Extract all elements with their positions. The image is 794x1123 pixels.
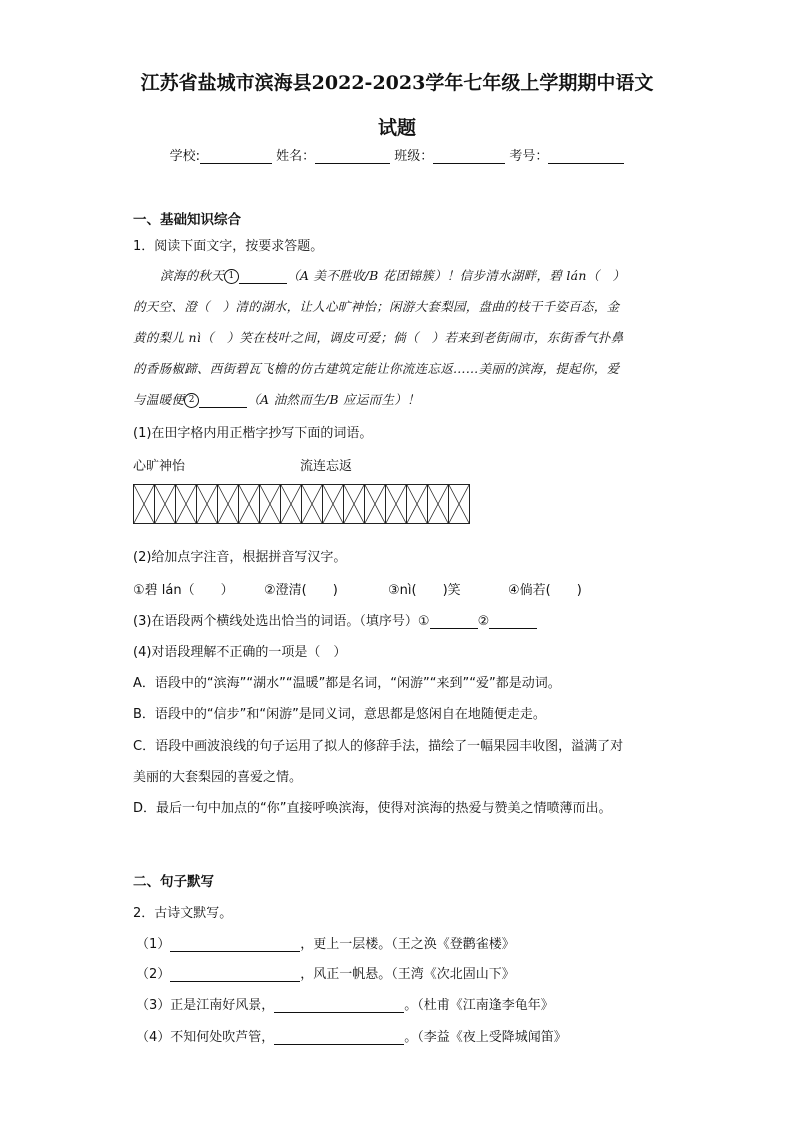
poem-line-1: （1） ，更上一层楼。（王之涣《登鹳雀楼》 [136,937,515,952]
passage-blank-1[interactable] [239,270,287,284]
sub-question-2: (2)给加点字注音，根据拼音写汉字。 [133,550,347,565]
poem-line-2: （2） ，风正一帆悬。（王湾《次北固山下》 [136,967,515,982]
poem-blank-2[interactable] [170,968,300,982]
word-2: 流连忘返 [300,459,353,474]
grid-cell[interactable] [217,484,239,524]
answer-blank-2[interactable] [489,615,537,629]
question-2: 2．古诗文默写。 [133,906,233,921]
pinyin-item-2: ②澄清( ) [264,583,338,598]
section-heading-2: 二、句子默写 [133,874,214,890]
passage-line-5: 与温暖便 2 （A 油然而生/B 应运而生）！ [133,392,420,407]
writing-grid[interactable] [133,484,469,524]
school-label: 学校: [169,149,200,164]
page-title-continued: 试题 [377,117,416,139]
option-c: C．语段中画波浪线的句子运用了拟人的修辞手法，描绘了一幅果园丰收图，溢满了对 [133,739,624,754]
student-info-line [0,145,794,164]
grid-cell[interactable] [364,484,386,524]
passage-line-4: 的香肠椒蹄、西街碧瓦飞檐的仿古建筑定能让你流连忘返……美丽的滨海，提起你，爱 [133,361,620,376]
class-label: 班级： [394,149,434,164]
option-b: B．语段中的“信步”和“闲游”是同义词，意思都是悠闲自在地随便走走。 [133,707,546,722]
grid-cell[interactable] [301,484,323,524]
poem-blank-1[interactable] [170,938,300,952]
exam-no-field[interactable] [548,149,624,164]
grid-cell[interactable] [322,484,344,524]
grid-cell[interactable] [259,484,281,524]
option-d: D．最后一句中加点的“你”直接呼唤滨海，使得对滨海的热爱与赞美之情喷薄而出。 [133,801,612,816]
poem-blank-4[interactable] [274,1031,404,1045]
sub-question-3: (3)在语段两个横线处选出恰当的词语。（填序号）① ② [133,610,537,629]
exam-no-label: 考号： [509,149,549,164]
pinyin-item-4: ④倘若( ) [508,583,582,598]
grid-cell[interactable] [427,484,449,524]
grid-cell[interactable] [343,484,365,524]
poem-line-4: （4）不知何处吹芦管， 。（李益《夜上受降城闻笛》 [136,1030,567,1045]
section-heading-1: 一、基础知识综合 [133,212,241,228]
grid-cell[interactable] [238,484,260,524]
sub-question-4: (4)对语段理解不正确的一项是（ ） [133,645,347,660]
grid-cell[interactable] [385,484,407,524]
pinyin-item-3: ③nì( )笑 [388,583,461,598]
poem-line-3: （3）正是江南好风景， 。（杜甫《江南逢李龟年》 [136,998,554,1013]
grid-cell[interactable] [154,484,176,524]
grid-cell[interactable] [448,484,470,524]
grid-cell[interactable] [196,484,218,524]
option-c-continued: 美丽的大套梨园的喜爱之情。 [133,770,303,785]
grid-cell[interactable] [175,484,197,524]
passage-line-1: 滨海的秋天 1 （A 美不胜收/B 花团锦簇）！信步清水湖畔，碧 lán（ ） [160,268,626,283]
word-1: 心旷神怡 [133,459,186,474]
page-title: 江苏省盐城市滨海县2022-2023学年七年级上学期期中语文 [140,72,654,94]
grid-cell[interactable] [406,484,428,524]
answer-blank-1[interactable] [430,615,478,629]
option-a: A．语段中的“滨海”“湖水”“温暖”都是名词，“闲游”“来到”“爱”都是动词。 [133,676,561,691]
poem-blank-3[interactable] [274,999,404,1013]
circle-number-2: 2 [184,393,199,408]
name-label: 姓名： [276,149,316,164]
passage-line-3: 黄的梨儿 nì（ ）笑在枝叶之间，调皮可爱；倘（ ）若来到老街闹市，东街香气扑鼻 [133,330,624,345]
name-field[interactable] [315,149,390,164]
pinyin-item-1: ①碧 lán（ ） [133,583,234,598]
passage-line-2: 的天空、澄（ ）清的湖水，让人心旷神怡；闲游大套梨园，盘曲的枝干千姿百态，金 [133,299,620,314]
circle-number-1: 1 [224,269,239,284]
passage-blank-2[interactable] [199,394,247,408]
grid-cell[interactable] [133,484,155,524]
question-1: 1．阅读下面文字，按要求答题。 [133,239,324,254]
sub-question-1: (1)在田字格内用正楷字抄写下面的词语。 [133,426,373,441]
school-field[interactable] [200,149,272,164]
grid-cell[interactable] [280,484,302,524]
class-field[interactable] [433,149,505,164]
